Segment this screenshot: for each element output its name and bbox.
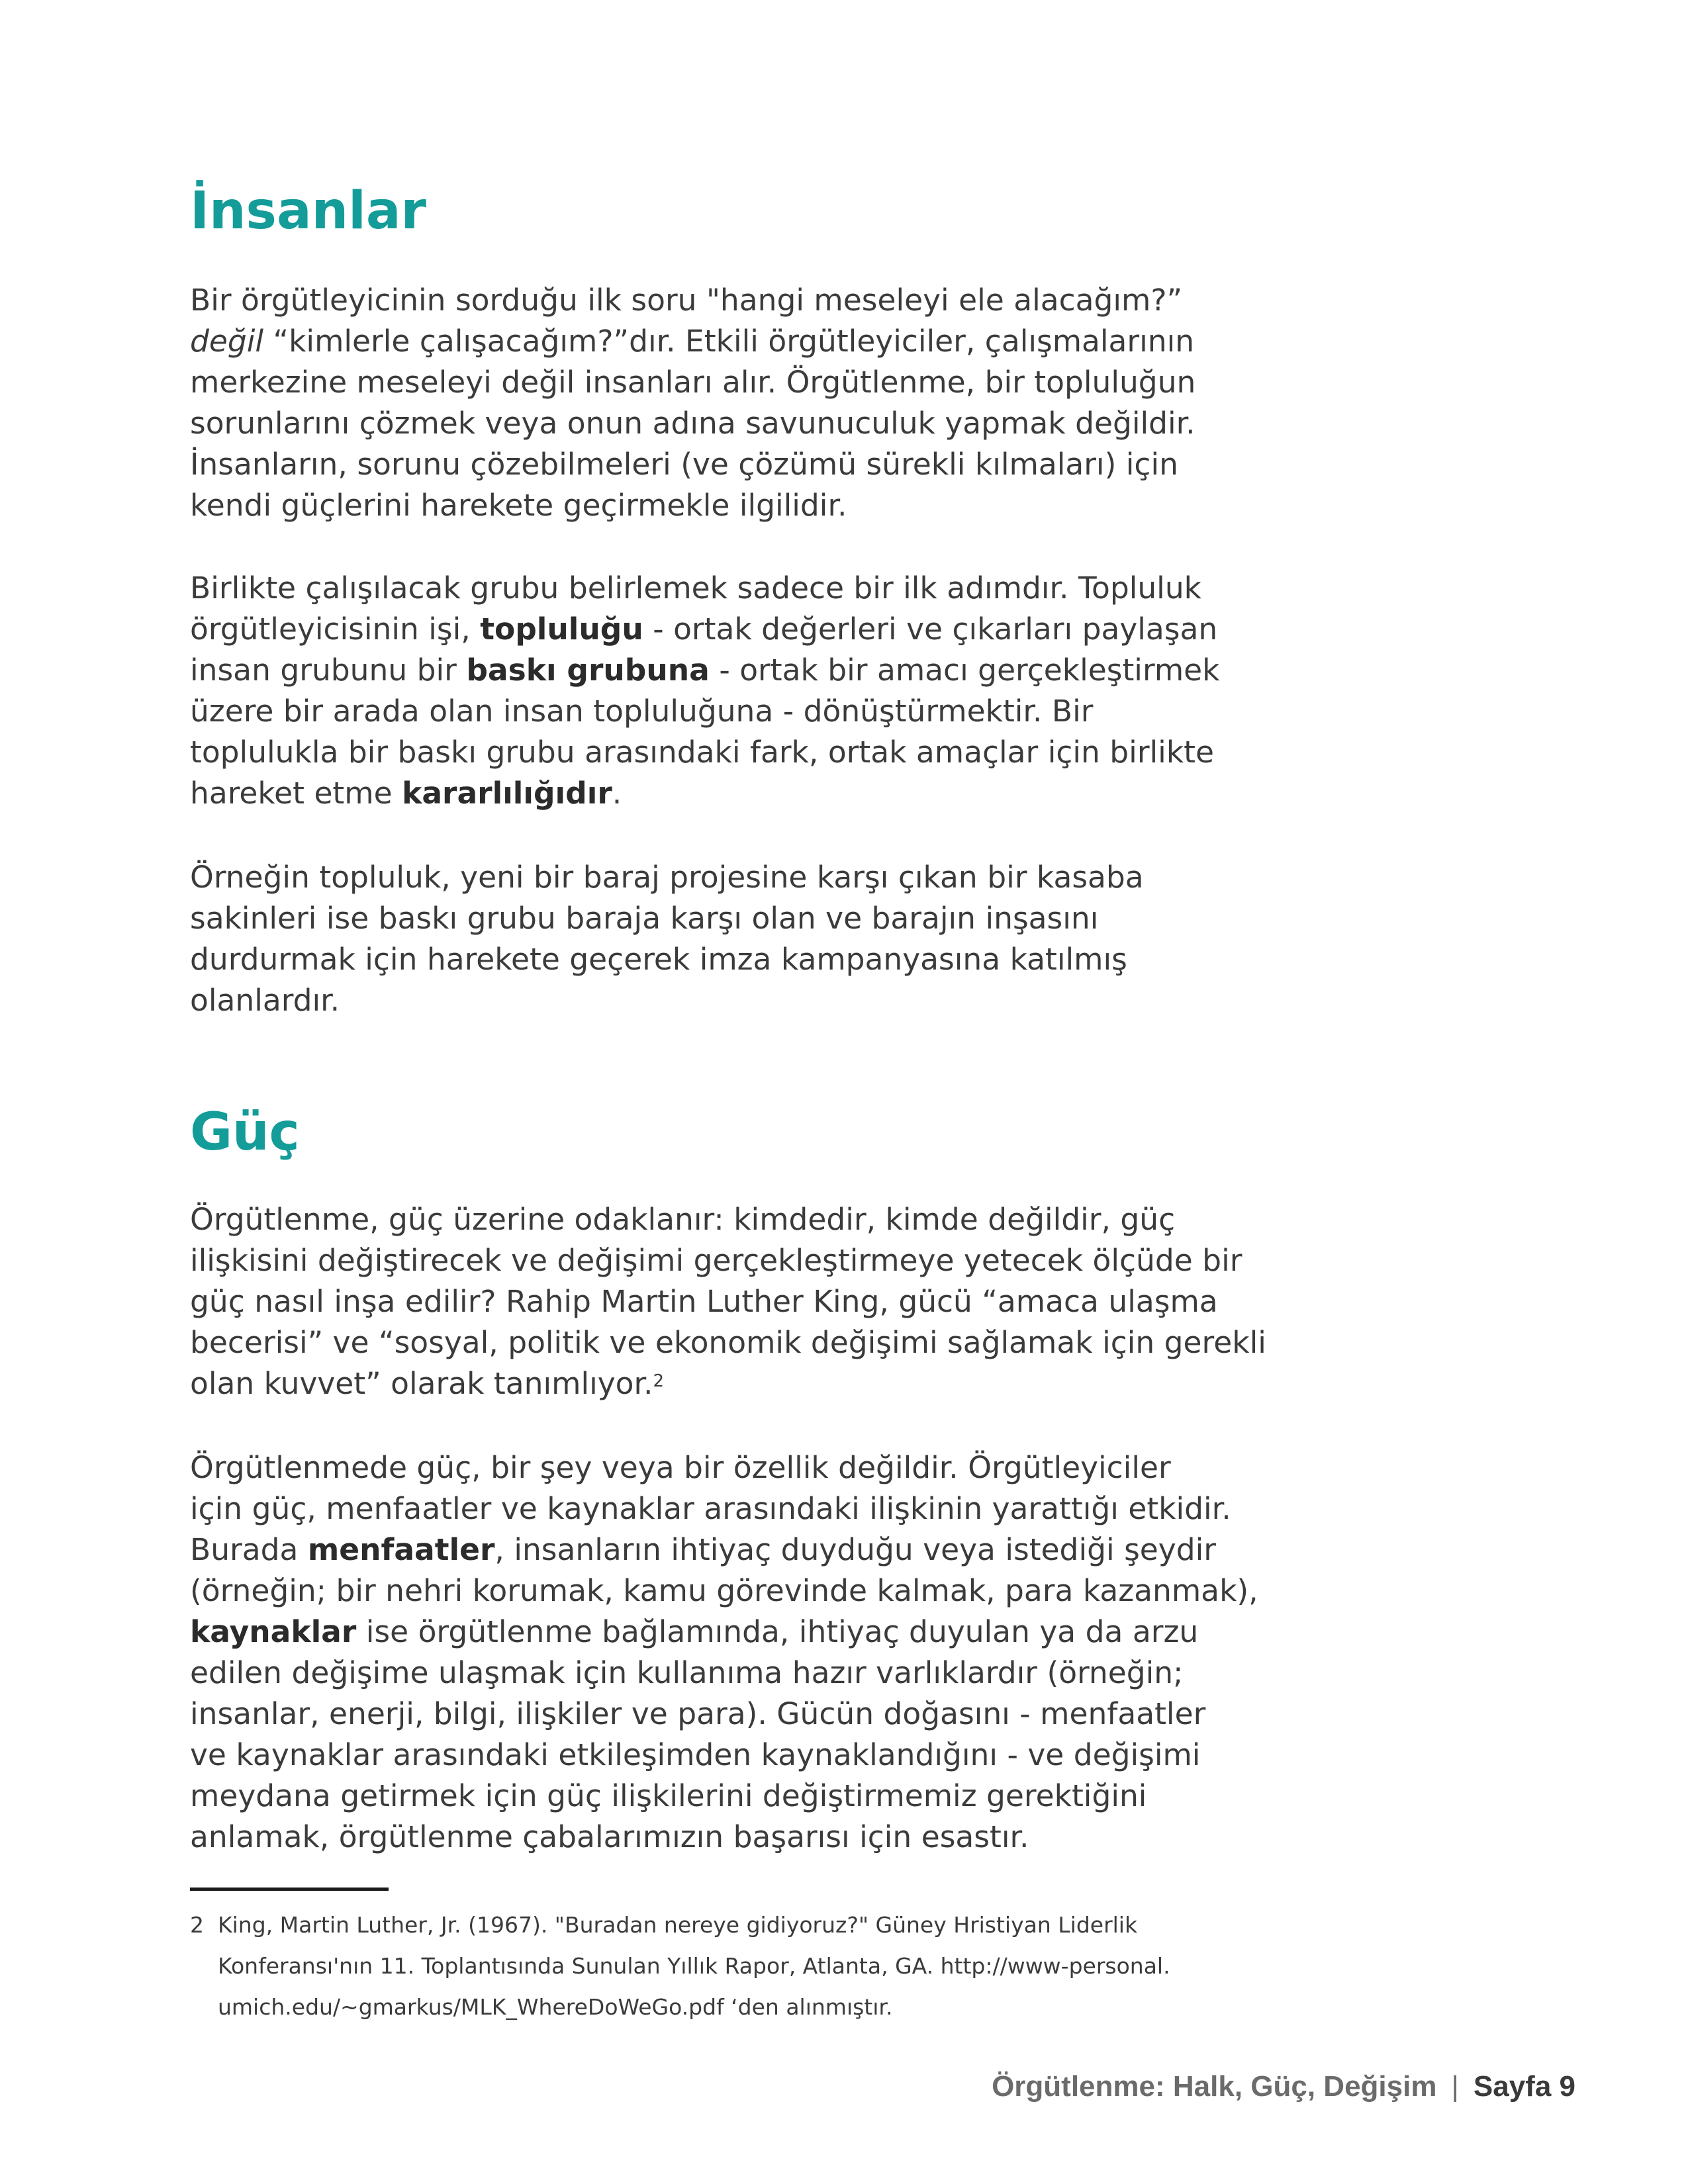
paragraph-insanlar-2 <box>190 568 1220 814</box>
text-line: toplulukla bir baskı grubu arasındaki fark, ortak amaçlar için birlikte <box>190 735 1214 770</box>
text-span: - ortak değerleri ve çıkarları paylaşan <box>643 612 1218 647</box>
text-line: Örgütlenme, güç üzerine odaklanır: kimdedir, kimde değildir, güç <box>190 1202 1176 1237</box>
text-line: Örneğin topluluk, yeni bir baraj projesine karşı çıkan bir kasaba <box>190 860 1144 895</box>
text-span: Burada <box>190 1532 308 1567</box>
page-number: Sayfa 9 <box>1473 2070 1575 2103</box>
italic-text: değil <box>190 324 264 359</box>
text-line: Birlikte çalışılacak grubu belirlemek sadece bir ilk adımdır. Topluluk <box>190 570 1202 606</box>
bold-term-toplulugu: topluluğu <box>480 612 643 647</box>
text-line: sakinleri ise baskı grubu baraja karşı olan ve barajın inşasını <box>190 901 1099 936</box>
text-span: ise örgütlenme bağlamında, ihtiyaç duyulan ya da arzu <box>356 1614 1199 1649</box>
footnote-line: Konferansı'nın 11. Toplantısında Sunulan Yıllık Rapor, Atlanta, GA. http://www-personal. <box>218 1953 1170 1979</box>
text-line: merkezine meseleyi değil insanları alır. Örgütlenme, bir topluluğun <box>190 365 1196 400</box>
footnote-text: King, Martin Luther, Jr. (1967). "Buradan nereye gidiyoruz?" Güney Hristiyan Liderlik <box>218 1912 1138 1938</box>
footer-separator: | <box>1451 2070 1459 2103</box>
footnote-number: 2 <box>190 1912 204 1938</box>
text-line: anlamak, örgütlenme çabalarımızın başarısı için esastır. <box>190 1819 1029 1854</box>
paragraph-guc-1 <box>190 1199 1266 1404</box>
text-span: . <box>612 776 622 811</box>
text-span: örgütleyicisinin işi, <box>190 612 481 647</box>
text-span: , insanların ihtiyaç duyduğu veya istediği şeydir <box>494 1532 1216 1567</box>
paragraph-guc-2 <box>190 1447 1258 1858</box>
text-line <box>190 1363 1266 1404</box>
text-span: olan kuvvet” olarak tanımlıyor. <box>190 1366 653 1401</box>
text-line: için güç, menfaatler ve kaynaklar arasındaki ilişkinin yarattığı etkidir. <box>190 1491 1231 1526</box>
text-line: kendi güçlerini harekete geçirmekle ilgilidir. <box>190 488 847 523</box>
footer-title: Örgütlenme: Halk, Güç, Değişim <box>992 2070 1437 2103</box>
text-line: durdurmak için harekete geçerek imza kampanyasına katılmış <box>190 942 1127 977</box>
section-heading-insanlar: İnsanlar <box>190 181 426 241</box>
page-footer <box>992 2070 1575 2103</box>
text-line: ve kaynaklar arasındaki etkileşimden kaynaklandığını - ve değişimi <box>190 1737 1201 1772</box>
footnote-reference[interactable]: 2 <box>653 1371 665 1391</box>
text-line: İnsanların, sorunu çözebilmeleri (ve çözümü sürekli kılmaları) için <box>190 447 1178 482</box>
text-line <box>190 321 1196 362</box>
text-line: sorunlarını çözmek veya onun adına savunuculuk yapmak değildir. <box>190 406 1196 441</box>
text-line <box>190 1612 1258 1653</box>
paragraph-insanlar-1 <box>190 280 1196 526</box>
text-line: becerisi” ve “sosyal, politik ve ekonomik değişimi sağlamak için gerekli <box>190 1325 1266 1360</box>
text-line: üzere bir arada olan insan topluluğuna - dönüştürmektir. Bir <box>190 694 1094 729</box>
footnote-line <box>190 1905 1170 1946</box>
text-line <box>190 609 1220 650</box>
text-line: meydana getirmek için güç ilişkilerini değiştirmemiz gerektiğini <box>190 1778 1147 1813</box>
section-heading-guc: Güç <box>190 1103 300 1162</box>
text-line: Bir örgütleyicinin sorduğu ilk soru "hangi meseleyi ele alacağım?” <box>190 283 1183 318</box>
text-line: edilen değişime ulaşmak için kullanıma hazır varlıklardır (örneğin; <box>190 1655 1184 1690</box>
text-line <box>190 773 1220 814</box>
footnote-line: umich.edu/~gmarkus/MLK_WhereDoWeGo.pdf ‘den alınmıştır. <box>218 1994 893 2020</box>
text-line: ilişkisini değiştirecek ve değişimi gerçekleştirmeye yetecek ölçüde bir <box>190 1243 1243 1278</box>
bold-term-kaynaklar: kaynaklar <box>190 1614 357 1649</box>
text-span: insan grubunu bir <box>190 653 467 688</box>
text-line: Örgütlenmede güç, bir şey veya bir özellik değildir. Örgütleyiciler <box>190 1450 1171 1485</box>
text-span: “kimlerle çalışacağım?”dır. Etkili örgütleyiciler, çalışmalarının <box>263 324 1195 359</box>
text-line <box>190 650 1220 691</box>
bold-term-menfaatler: menfaatler <box>307 1532 495 1567</box>
text-span: hareket etme <box>190 776 402 811</box>
text-span: - ortak bir amacı gerçekleştirmek <box>709 653 1220 688</box>
paragraph-insanlar-3 <box>190 857 1144 1021</box>
text-line <box>190 1529 1258 1570</box>
text-line: olanlardır. <box>190 983 340 1018</box>
text-line: insanlar, enerji, bilgi, ilişkiler ve para). Gücün doğasını - menfaatler <box>190 1696 1206 1731</box>
text-line: güç nasıl inşa edilir? Rahip Martin Luther King, gücü “amaca ulaşma <box>190 1284 1218 1319</box>
bold-term-baski-grubuna: baskı grubuna <box>466 653 710 688</box>
bold-term-kararliligidir: kararlılığıdır <box>402 776 612 811</box>
text-line: (örneğin; bir nehri korumak, kamu görevinde kalmak, para kazanmak), <box>190 1573 1258 1608</box>
footnote-divider <box>190 1888 389 1891</box>
footnote <box>190 1905 1170 2028</box>
